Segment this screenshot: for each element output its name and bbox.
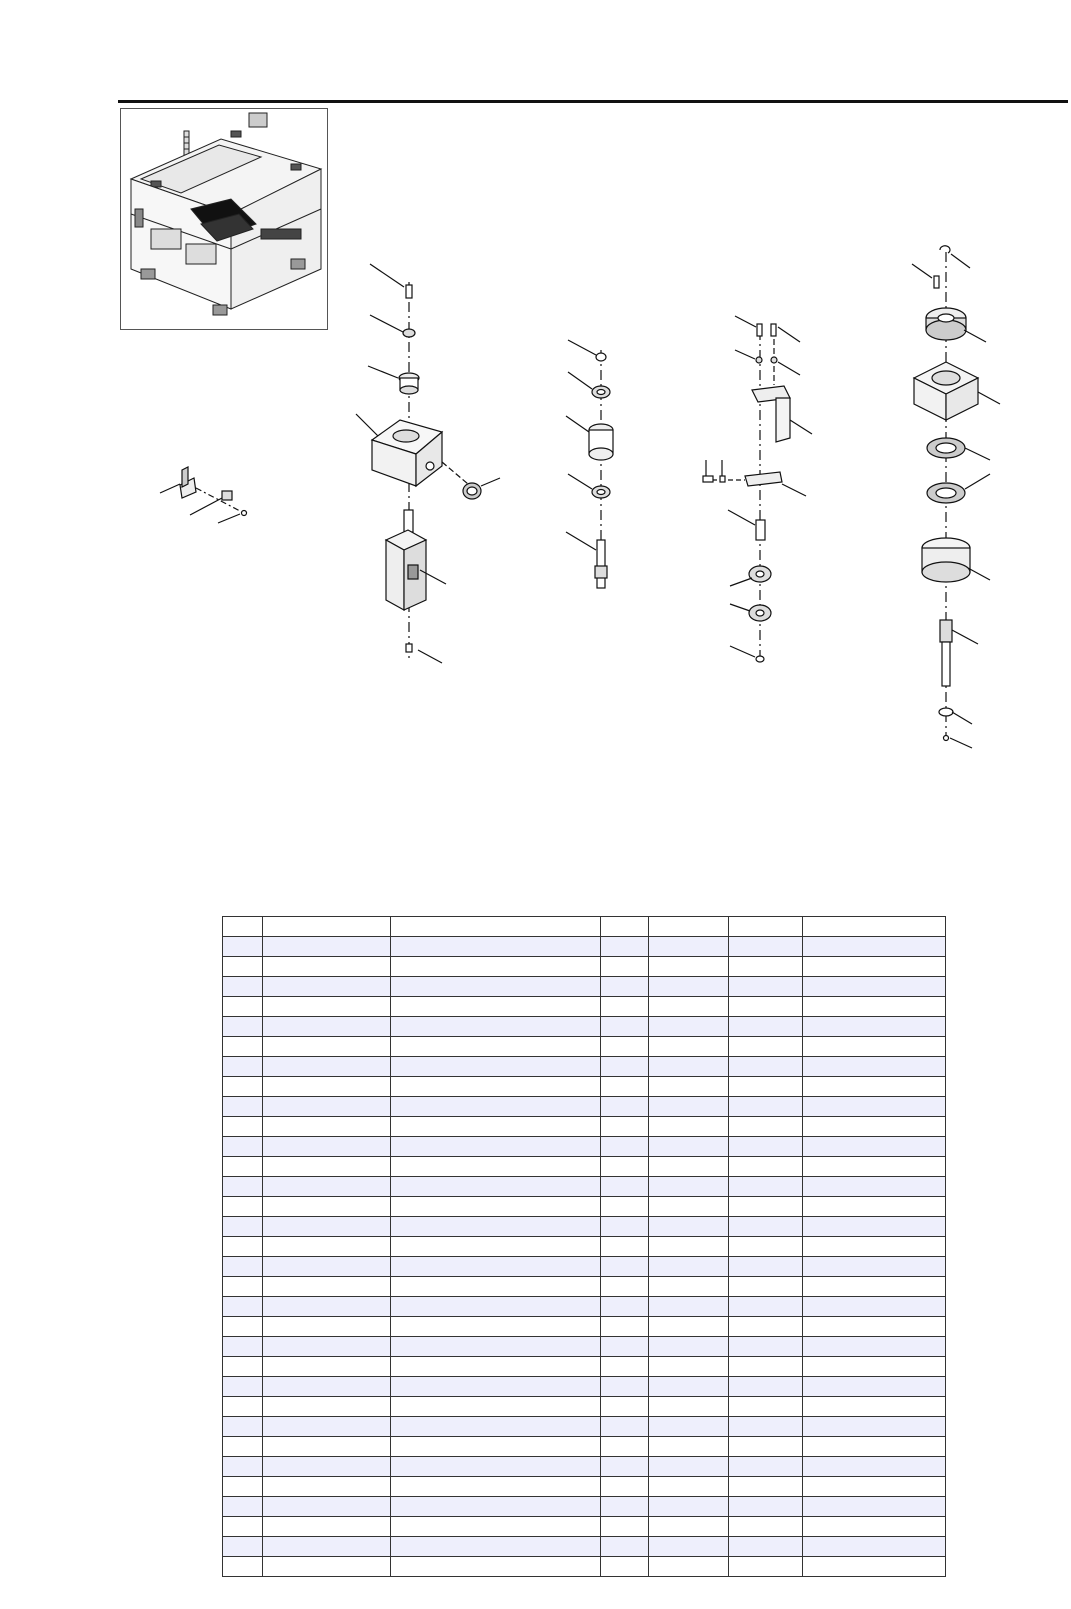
- table-cell: [263, 977, 391, 997]
- table-cell: [391, 1317, 601, 1337]
- table-cell: [223, 1277, 263, 1297]
- table-cell: [649, 1457, 729, 1477]
- table-cell: [729, 1277, 803, 1297]
- table-row: [223, 917, 946, 937]
- table-cell: [223, 1517, 263, 1537]
- table-cell: [391, 1357, 601, 1377]
- bracket-clip-group: [160, 467, 247, 523]
- table-row: [223, 1117, 946, 1137]
- table-cell: [803, 1257, 946, 1277]
- table-cell: [601, 1517, 649, 1537]
- table-cell: [649, 1137, 729, 1157]
- table-cell: [223, 1177, 263, 1197]
- table-cell: [803, 1477, 946, 1497]
- table-cell: [391, 1497, 601, 1517]
- table-row: [223, 1477, 946, 1497]
- table-cell: [803, 1057, 946, 1077]
- table-cell: [223, 1397, 263, 1417]
- table-cell: [263, 1537, 391, 1557]
- table-row: [223, 1397, 946, 1417]
- table-cell: [729, 1077, 803, 1097]
- table-cell: [223, 1077, 263, 1097]
- table-cell: [263, 1457, 391, 1477]
- table-cell: [729, 1377, 803, 1397]
- table-cell: [263, 1417, 391, 1437]
- table-cell: [649, 1317, 729, 1337]
- table-cell: [729, 1137, 803, 1157]
- table-cell: [729, 1477, 803, 1497]
- table-cell: [391, 1057, 601, 1077]
- table-cell: [601, 1557, 649, 1577]
- table-cell: [729, 1357, 803, 1377]
- table-cell: [649, 1517, 729, 1537]
- table-cell: [391, 977, 601, 997]
- table-cell: [391, 1337, 601, 1357]
- table-row: [223, 1297, 946, 1317]
- table-cell: [649, 1397, 729, 1417]
- table-cell: [649, 1357, 729, 1377]
- table-row: [223, 1177, 946, 1197]
- table-cell: [649, 1497, 729, 1517]
- table-row: [223, 1137, 946, 1157]
- table-cell: [223, 1377, 263, 1397]
- table-cell: [649, 1477, 729, 1497]
- table-cell: [649, 1377, 729, 1397]
- table-cell: [223, 1337, 263, 1357]
- table-cell: [649, 1017, 729, 1037]
- table-row: [223, 1277, 946, 1297]
- table-row: [223, 1457, 946, 1477]
- table-cell: [649, 1437, 729, 1457]
- table-cell: [601, 1137, 649, 1157]
- table-cell: [263, 1077, 391, 1097]
- table-cell: [223, 977, 263, 997]
- table-row: [223, 1197, 946, 1217]
- table-row: [223, 1317, 946, 1337]
- table-cell: [649, 1537, 729, 1557]
- table-cell: [649, 1417, 729, 1437]
- table-cell: [601, 957, 649, 977]
- table-cell: [649, 1157, 729, 1177]
- table-cell: [729, 1417, 803, 1437]
- table-cell: [729, 1437, 803, 1457]
- parts-list-table: [222, 916, 946, 1577]
- table-cell: [263, 1277, 391, 1297]
- table-cell: [263, 1057, 391, 1077]
- table-row: [223, 1077, 946, 1097]
- table-cell: [729, 1217, 803, 1237]
- table-cell: [729, 1017, 803, 1037]
- table-cell: [803, 1157, 946, 1177]
- table-cell: [391, 1257, 601, 1277]
- table-cell: [263, 1157, 391, 1177]
- table-cell: [803, 1557, 946, 1577]
- table-cell: [263, 1377, 391, 1397]
- table-cell: [223, 1157, 263, 1177]
- table-cell: [729, 1337, 803, 1357]
- table-cell: [729, 1557, 803, 1577]
- pulley-shaft-assembly-group: [566, 340, 613, 590]
- table-cell: [803, 1077, 946, 1097]
- table-cell: [223, 1217, 263, 1237]
- table-cell: [649, 1057, 729, 1077]
- table-cell: [601, 997, 649, 1017]
- table-cell: [649, 1117, 729, 1137]
- table-row: [223, 957, 946, 977]
- table-cell: [223, 1237, 263, 1257]
- table-cell: [263, 1297, 391, 1317]
- table-cell: [263, 1097, 391, 1117]
- table-cell: [601, 1457, 649, 1477]
- table-cell: [263, 1137, 391, 1157]
- table-cell: [263, 1397, 391, 1417]
- table-cell: [803, 1437, 946, 1457]
- table-cell: [601, 1297, 649, 1317]
- table-cell: [391, 1237, 601, 1257]
- table-cell: [263, 1117, 391, 1137]
- table-cell: [601, 1237, 649, 1257]
- table-cell: [223, 1437, 263, 1457]
- table-cell: [223, 1297, 263, 1317]
- table-cell: [391, 1397, 601, 1417]
- table-cell: [223, 1557, 263, 1577]
- table-row: [223, 1037, 946, 1057]
- table-cell: [601, 1497, 649, 1517]
- table-cell: [803, 937, 946, 957]
- table-cell: [223, 1317, 263, 1337]
- table-cell: [391, 1537, 601, 1557]
- table-cell: [263, 1237, 391, 1257]
- table-cell: [223, 1357, 263, 1377]
- table-cell: [803, 1177, 946, 1197]
- table-cell: [729, 1117, 803, 1137]
- table-cell: [223, 937, 263, 957]
- table-cell: [263, 937, 391, 957]
- table-cell: [601, 977, 649, 997]
- table-cell: [391, 1097, 601, 1117]
- table-cell: [601, 1077, 649, 1097]
- table-row: [223, 997, 946, 1017]
- table-cell: [649, 1177, 729, 1197]
- table-row: [223, 1517, 946, 1537]
- table-cell: [223, 1097, 263, 1117]
- table-cell: [803, 1237, 946, 1257]
- table-cell: [391, 1457, 601, 1477]
- table-cell: [223, 1477, 263, 1497]
- table-cell: [601, 1097, 649, 1117]
- table-cell: [649, 1197, 729, 1217]
- table-cell: [803, 1417, 946, 1437]
- table-cell: [391, 937, 601, 957]
- table-cell: [223, 1257, 263, 1277]
- table-cell: [263, 1177, 391, 1197]
- table-cell: [391, 957, 601, 977]
- table-row: [223, 1557, 946, 1577]
- table-cell: [223, 957, 263, 977]
- table-cell: [803, 1537, 946, 1557]
- table-cell: [803, 997, 946, 1017]
- table-cell: [263, 1497, 391, 1517]
- table-cell: [601, 1277, 649, 1297]
- table-cell: [391, 997, 601, 1017]
- table-row: [223, 1497, 946, 1517]
- table-cell: [649, 1077, 729, 1097]
- table-cell: [263, 1037, 391, 1057]
- table-cell: [803, 1037, 946, 1057]
- table-cell: [729, 1057, 803, 1077]
- table-cell: [649, 1237, 729, 1257]
- table-row: [223, 1417, 946, 1437]
- motor-assembly-group: [356, 264, 500, 663]
- table-cell: [729, 1237, 803, 1257]
- table-cell: [263, 1557, 391, 1577]
- table-cell: [601, 1397, 649, 1417]
- table-cell: [391, 1557, 601, 1577]
- table-cell: [391, 1077, 601, 1097]
- table-cell: [263, 1357, 391, 1377]
- table-cell: [391, 1477, 601, 1497]
- table-cell: [263, 1217, 391, 1237]
- table-row: [223, 1257, 946, 1277]
- table-cell: [729, 977, 803, 997]
- table-cell: [729, 997, 803, 1017]
- table-cell: [223, 1057, 263, 1077]
- table-cell: [223, 917, 263, 937]
- table-cell: [649, 1097, 729, 1117]
- table-cell: [223, 1537, 263, 1557]
- table-cell: [649, 1277, 729, 1297]
- table-cell: [729, 1537, 803, 1557]
- table-cell: [649, 1257, 729, 1277]
- table-row: [223, 1017, 946, 1037]
- table-cell: [729, 1157, 803, 1177]
- table-row: [223, 1377, 946, 1397]
- table-cell: [263, 1517, 391, 1537]
- table-cell: [803, 1117, 946, 1137]
- table-row: [223, 1437, 946, 1457]
- table-cell: [729, 1457, 803, 1477]
- table-cell: [223, 1017, 263, 1037]
- table-cell: [263, 1337, 391, 1357]
- table-cell: [391, 1137, 601, 1157]
- table-cell: [729, 1177, 803, 1197]
- table-cell: [803, 1517, 946, 1537]
- table-row: [223, 1337, 946, 1357]
- table-cell: [391, 1437, 601, 1457]
- table-cell: [803, 917, 946, 937]
- table-cell: [803, 1137, 946, 1157]
- table-cell: [803, 1017, 946, 1037]
- table-row: [223, 1537, 946, 1557]
- table-cell: [391, 1517, 601, 1537]
- table-cell: [803, 977, 946, 997]
- table-cell: [601, 1357, 649, 1377]
- table-cell: [729, 1497, 803, 1517]
- table-cell: [601, 1197, 649, 1217]
- table-cell: [601, 1257, 649, 1277]
- table-cell: [601, 1337, 649, 1357]
- table-cell: [803, 1277, 946, 1297]
- table-cell: [729, 1257, 803, 1277]
- parts-table-body: [223, 917, 946, 1577]
- table-cell: [391, 1377, 601, 1397]
- table-cell: [391, 1177, 601, 1197]
- table-row: [223, 1357, 946, 1377]
- table-cell: [263, 1197, 391, 1217]
- table-cell: [803, 1097, 946, 1117]
- table-cell: [223, 1117, 263, 1137]
- table-cell: [601, 1037, 649, 1057]
- table-cell: [601, 1537, 649, 1557]
- table-cell: [223, 1457, 263, 1477]
- table-row: [223, 937, 946, 957]
- table-cell: [223, 1417, 263, 1437]
- table-cell: [729, 957, 803, 977]
- table-cell: [649, 1037, 729, 1057]
- table-cell: [601, 917, 649, 937]
- table-cell: [729, 1297, 803, 1317]
- table-cell: [803, 957, 946, 977]
- table-row: [223, 1237, 946, 1257]
- table-cell: [223, 997, 263, 1017]
- table-cell: [391, 1157, 601, 1177]
- table-cell: [649, 1557, 729, 1577]
- table-cell: [803, 1317, 946, 1337]
- table-cell: [649, 997, 729, 1017]
- table-row: [223, 1097, 946, 1117]
- table-cell: [649, 957, 729, 977]
- table-cell: [729, 1037, 803, 1057]
- table-cell: [729, 1317, 803, 1337]
- table-cell: [391, 1277, 601, 1297]
- table-cell: [601, 1377, 649, 1397]
- table-cell: [263, 1437, 391, 1457]
- table-cell: [391, 1197, 601, 1217]
- table-cell: [729, 1397, 803, 1417]
- table-row: [223, 977, 946, 997]
- table-cell: [601, 1157, 649, 1177]
- table-cell: [391, 1217, 601, 1237]
- housing-spindle-assembly-group: [912, 246, 1000, 748]
- table-cell: [803, 1297, 946, 1317]
- table-cell: [803, 1457, 946, 1477]
- table-cell: [601, 1177, 649, 1197]
- table-row: [223, 1157, 946, 1177]
- table-cell: [729, 1517, 803, 1537]
- table-cell: [601, 1117, 649, 1137]
- table-cell: [601, 1477, 649, 1497]
- table-cell: [729, 1097, 803, 1117]
- table-cell: [803, 1357, 946, 1377]
- table-cell: [263, 1477, 391, 1497]
- table-cell: [649, 1217, 729, 1237]
- table-cell: [263, 1257, 391, 1277]
- table-cell: [803, 1497, 946, 1517]
- table-cell: [729, 937, 803, 957]
- table-cell: [223, 1497, 263, 1517]
- table-cell: [223, 1137, 263, 1157]
- table-cell: [601, 1217, 649, 1237]
- table-cell: [803, 1377, 946, 1397]
- table-cell: [263, 957, 391, 977]
- table-cell: [601, 1317, 649, 1337]
- table-cell: [649, 937, 729, 957]
- table-cell: [601, 1017, 649, 1037]
- table-cell: [729, 1197, 803, 1217]
- table-cell: [649, 1297, 729, 1317]
- table-cell: [601, 1057, 649, 1077]
- table-cell: [391, 1037, 601, 1057]
- table-cell: [649, 1337, 729, 1357]
- table-cell: [649, 917, 729, 937]
- table-cell: [263, 1017, 391, 1037]
- table-cell: [263, 997, 391, 1017]
- table-cell: [263, 1317, 391, 1337]
- table-cell: [803, 1217, 946, 1237]
- table-cell: [601, 1437, 649, 1457]
- table-cell: [263, 917, 391, 937]
- table-cell: [601, 1417, 649, 1437]
- table-cell: [223, 1037, 263, 1057]
- table-cell: [601, 937, 649, 957]
- table-cell: [223, 1197, 263, 1217]
- table-cell: [803, 1397, 946, 1417]
- table-cell: [649, 977, 729, 997]
- table-cell: [729, 917, 803, 937]
- table-row: [223, 1217, 946, 1237]
- table-cell: [391, 1117, 601, 1137]
- table-cell: [391, 917, 601, 937]
- table-cell: [391, 1297, 601, 1317]
- table-cell: [803, 1337, 946, 1357]
- table-cell: [391, 1417, 601, 1437]
- table-cell: [803, 1197, 946, 1217]
- table-row: [223, 1057, 946, 1077]
- table-cell: [391, 1017, 601, 1037]
- bracket-bearing-assembly-group: [703, 316, 812, 662]
